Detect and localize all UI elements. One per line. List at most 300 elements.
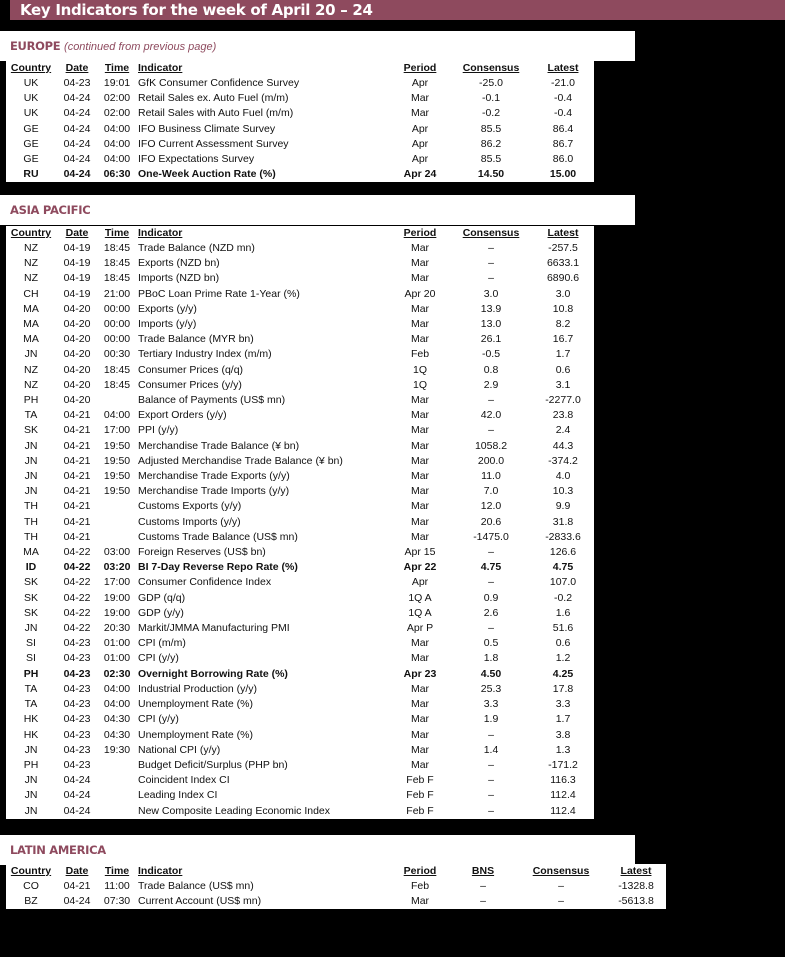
cell-indicator: Markit/JMMA Manufacturing PMI bbox=[138, 622, 290, 635]
cell-latest: 31.8 bbox=[552, 515, 574, 528]
table-row bbox=[6, 469, 594, 484]
cell-country: PH bbox=[23, 758, 39, 771]
cell-indicator: Merchandise Trade Exports (y/y) bbox=[138, 470, 290, 483]
cell-indicator: GfK Consumer Confidence Survey bbox=[138, 77, 300, 89]
cell-indicator: Customs Trade Balance (US$ mn) bbox=[138, 530, 298, 543]
cell-date: 04-24 bbox=[63, 107, 91, 120]
cell-country: NZ bbox=[24, 378, 38, 391]
cell-indicator: Leading Index CI bbox=[138, 789, 218, 802]
table-row bbox=[6, 773, 594, 788]
cell-indicator: CPI (y/y) bbox=[138, 652, 179, 665]
cell-consensus: 20.6 bbox=[480, 515, 502, 528]
cell-country: NZ bbox=[24, 257, 38, 270]
cell-period: Mar bbox=[410, 500, 430, 513]
header-row bbox=[6, 864, 666, 879]
cell-country: JN bbox=[24, 470, 38, 483]
cell-latest: 4.25 bbox=[552, 667, 574, 680]
cell-consensus: – bbox=[488, 774, 494, 787]
cell-period: Apr bbox=[411, 122, 429, 135]
cell-indicator: Industrial Production (y/y) bbox=[138, 682, 258, 695]
cell-time: 02:30 bbox=[103, 667, 131, 680]
cell-country: BZ bbox=[24, 895, 38, 908]
cell-consensus: 0.5 bbox=[483, 637, 499, 650]
cell-date: 04-23 bbox=[63, 682, 91, 695]
cell-consensus: 4.50 bbox=[480, 667, 502, 680]
section-header-europe bbox=[0, 31, 635, 61]
cell-indicator: Unemployment Rate (%) bbox=[138, 698, 253, 711]
cell-period: 1Q bbox=[412, 378, 427, 391]
cell-country: GE bbox=[23, 122, 39, 135]
cell-consensus: 86.2 bbox=[480, 137, 502, 150]
cell-latest: 15.00 bbox=[549, 168, 577, 181]
cell-period: Mar bbox=[410, 530, 430, 543]
cell-time bbox=[98, 773, 136, 788]
asia-table bbox=[6, 226, 594, 819]
cell-country: JN bbox=[24, 774, 38, 787]
cell-country: TH bbox=[24, 530, 38, 543]
cell-time bbox=[98, 530, 136, 545]
cell-time: 04:00 bbox=[103, 122, 131, 135]
cell-date: 04-24 bbox=[63, 804, 91, 817]
cell-date: 04-20 bbox=[63, 333, 91, 346]
table-row bbox=[6, 894, 666, 909]
cell-country: MA bbox=[23, 333, 39, 346]
col-time: Time bbox=[104, 62, 130, 74]
cell-period: Apr bbox=[411, 77, 429, 89]
cell-date: 04-22 bbox=[63, 561, 91, 574]
table-row bbox=[6, 804, 594, 819]
table-row bbox=[6, 697, 594, 712]
cell-time: 04:00 bbox=[103, 137, 131, 150]
table-row bbox=[6, 575, 594, 590]
cell-country: GE bbox=[23, 137, 39, 150]
cell-indicator: Consumer Confidence Index bbox=[138, 576, 272, 589]
table-row bbox=[6, 728, 594, 743]
cell-period: Apr 20 bbox=[404, 287, 436, 300]
cell-time: 18:45 bbox=[103, 242, 131, 254]
cell-date: 04-21 bbox=[63, 485, 91, 498]
section-subtitle: (continued from previous page) bbox=[64, 41, 217, 53]
cell-consensus: 14.50 bbox=[477, 168, 505, 181]
cell-indicator: Coincident Index CI bbox=[138, 774, 230, 787]
col-period: Period bbox=[403, 62, 437, 74]
cell-indicator: Customs Imports (y/y) bbox=[138, 515, 241, 528]
cell-time: 03:00 bbox=[103, 546, 131, 559]
asia-table-body bbox=[6, 241, 594, 819]
cell-latest: 0.6 bbox=[555, 637, 571, 650]
table-row bbox=[6, 347, 594, 362]
cell-consensus: 25.3 bbox=[480, 682, 502, 695]
cell-country: SK bbox=[23, 424, 38, 437]
europe-table-container bbox=[6, 61, 594, 182]
cell-time: 07:30 bbox=[103, 895, 131, 908]
cell-indicator: National CPI (y/y) bbox=[138, 743, 221, 756]
cell-latest: -171.2 bbox=[548, 758, 578, 771]
cell-date: 04-23 bbox=[63, 77, 91, 89]
cell-consensus: – bbox=[488, 424, 494, 437]
cell-indicator: IFO Expectations Survey bbox=[138, 153, 255, 166]
cell-time: 19:50 bbox=[103, 439, 131, 452]
cell-country: MA bbox=[23, 318, 39, 331]
cell-time: 04:00 bbox=[103, 682, 131, 695]
table-row bbox=[6, 545, 594, 560]
table-row bbox=[6, 439, 594, 454]
cell-consensus: -0.1 bbox=[481, 92, 501, 105]
cell-consensus: 1.9 bbox=[483, 713, 499, 726]
cell-latest: 17.8 bbox=[552, 682, 574, 695]
cell-latest: 16.7 bbox=[552, 333, 574, 346]
cell-date: 04-24 bbox=[63, 153, 91, 166]
cell-indicator: IFO Business Climate Survey bbox=[138, 122, 276, 135]
cell-date: 04-22 bbox=[63, 606, 91, 619]
cell-indicator: Unemployment Rate (%) bbox=[138, 728, 253, 741]
table-row bbox=[6, 651, 594, 666]
cell-country: UK bbox=[23, 107, 39, 120]
cell-date: 04-24 bbox=[63, 789, 91, 802]
cell-period: Mar bbox=[410, 302, 430, 315]
section-title: ASIA PACIFIC bbox=[10, 203, 91, 217]
cell-period: Mar bbox=[410, 895, 430, 908]
cell-date: 04-21 bbox=[63, 470, 91, 483]
cell-date: 04-20 bbox=[63, 318, 91, 331]
cell-latest: 8.2 bbox=[555, 318, 571, 331]
cell-indicator: Trade Balance (NZD mn) bbox=[138, 242, 255, 254]
cell-time bbox=[98, 788, 136, 803]
cell-country: NZ bbox=[24, 363, 38, 376]
table-row bbox=[6, 484, 594, 499]
cell-time: 18:45 bbox=[103, 378, 131, 391]
cell-consensus: – bbox=[488, 622, 494, 635]
cell-date: 04-23 bbox=[63, 667, 91, 680]
cell-latest: 1.6 bbox=[555, 606, 571, 619]
cell-consensus: – bbox=[488, 394, 494, 407]
cell-date: 04-19 bbox=[63, 272, 91, 285]
cell-period: Apr 22 bbox=[403, 561, 437, 574]
cell-period: Mar bbox=[410, 107, 430, 120]
cell-latest: 86.4 bbox=[552, 122, 574, 135]
cell-period: Mar bbox=[410, 92, 430, 105]
cell-consensus: – bbox=[488, 804, 494, 817]
cell-time: 01:00 bbox=[103, 652, 131, 665]
table-row bbox=[6, 152, 594, 167]
cell-latest: -2277.0 bbox=[545, 394, 581, 407]
cell-time: 19:50 bbox=[103, 470, 131, 483]
cell-indicator: Merchandise Trade Balance (¥ bn) bbox=[138, 439, 300, 452]
cell-date: 04-24 bbox=[63, 774, 91, 787]
table-row bbox=[6, 137, 594, 152]
col-consensus: Consensus bbox=[532, 865, 590, 877]
cell-date: 04-21 bbox=[63, 880, 91, 892]
table-row bbox=[6, 712, 594, 727]
cell-country: TA bbox=[24, 682, 38, 695]
cell-indicator: GDP (y/y) bbox=[138, 606, 184, 619]
table-row bbox=[6, 241, 594, 256]
cell-consensus: 1.4 bbox=[483, 743, 499, 756]
cell-consensus: 3.3 bbox=[483, 698, 499, 711]
cell-date: 04-22 bbox=[63, 576, 91, 589]
cell-date: 04-20 bbox=[63, 363, 91, 376]
cell-period: Mar bbox=[410, 409, 430, 422]
cell-country: SK bbox=[23, 606, 38, 619]
cell-country: JN bbox=[24, 743, 38, 756]
col-period: Period bbox=[403, 865, 437, 877]
cell-consensus: 2.9 bbox=[483, 378, 499, 391]
cell-indicator: Current Account (US$ mn) bbox=[138, 895, 262, 908]
cell-period: Apr 15 bbox=[404, 546, 436, 559]
cell-consensus: – bbox=[488, 576, 494, 589]
cell-latest: -2833.6 bbox=[545, 530, 581, 543]
col-period: Period bbox=[403, 227, 437, 239]
cell-latest: 0.6 bbox=[555, 363, 571, 376]
section-header-asia-pacific bbox=[0, 195, 635, 225]
table-row bbox=[6, 515, 594, 530]
cell-latest: 126.6 bbox=[549, 546, 577, 559]
table-row bbox=[6, 302, 594, 317]
cell-country: HK bbox=[23, 713, 39, 726]
cell-indicator: PPI (y/y) bbox=[138, 424, 179, 437]
table-row bbox=[6, 393, 594, 408]
cell-period: Apr bbox=[411, 153, 429, 166]
table-row bbox=[6, 499, 594, 514]
cell-time: 04:00 bbox=[103, 153, 131, 166]
cell-latest: 3.0 bbox=[555, 287, 571, 300]
cell-date: 04-21 bbox=[63, 454, 91, 467]
cell-consensus: – bbox=[488, 257, 494, 270]
cell-date: 04-23 bbox=[63, 652, 91, 665]
asia-table-container bbox=[6, 226, 594, 819]
cell-time bbox=[98, 499, 136, 514]
cell-indicator: CPI (y/y) bbox=[138, 713, 179, 726]
cell-period: Mar bbox=[410, 743, 430, 756]
table-row bbox=[6, 317, 594, 332]
cell-date: 04-23 bbox=[63, 743, 91, 756]
cell-indicator: Retail Sales ex. Auto Fuel (m/m) bbox=[138, 92, 289, 105]
col-time: Time bbox=[104, 227, 130, 239]
cell-period: 1Q A bbox=[408, 606, 432, 619]
cell-indicator: One-Week Auction Rate (%) bbox=[138, 168, 276, 181]
header-row bbox=[6, 226, 594, 241]
cell-period: Feb bbox=[410, 880, 430, 892]
cell-date: 04-21 bbox=[63, 424, 91, 437]
cell-indicator: Export Orders (y/y) bbox=[138, 409, 227, 422]
cell-time: 11:00 bbox=[104, 880, 130, 892]
cell-period: 1Q bbox=[412, 363, 427, 376]
cell-date: 04-19 bbox=[63, 242, 91, 254]
cell-consensus: -0.2 bbox=[481, 107, 501, 120]
cell-period: Apr P bbox=[406, 622, 434, 635]
table-row bbox=[6, 682, 594, 697]
cell-period: Mar bbox=[410, 698, 430, 711]
cell-date: 04-21 bbox=[63, 530, 91, 543]
col-indicator: Indicator bbox=[138, 227, 183, 239]
cell-time bbox=[98, 758, 136, 773]
col-time: Time bbox=[104, 865, 130, 877]
cell-date: 04-21 bbox=[63, 409, 91, 422]
cell-time: 04:30 bbox=[103, 713, 131, 726]
col-date: Date bbox=[65, 865, 89, 877]
col-country: Country bbox=[10, 62, 52, 74]
cell-period: Feb bbox=[410, 348, 430, 361]
cell-period: Apr bbox=[411, 137, 429, 150]
cell-latest: 23.8 bbox=[552, 409, 574, 422]
cell-time: 02:00 bbox=[103, 107, 131, 120]
col-date: Date bbox=[65, 227, 89, 239]
cell-period: Mar bbox=[410, 728, 430, 741]
cell-latest: 107.0 bbox=[549, 576, 577, 589]
cell-time: 18:45 bbox=[103, 272, 131, 285]
cell-date: 04-19 bbox=[63, 287, 91, 300]
cell-period: Feb F bbox=[406, 774, 434, 787]
table-row bbox=[6, 530, 594, 545]
cell-consensus: 13.9 bbox=[480, 302, 502, 315]
cell-latest: -0.4 bbox=[553, 92, 573, 105]
cell-period: Mar bbox=[410, 713, 430, 726]
cell-country: ID bbox=[25, 561, 37, 574]
cell-country: JN bbox=[24, 485, 38, 498]
cell-time: 00:00 bbox=[103, 333, 131, 346]
cell-latest: 6633.1 bbox=[546, 257, 580, 270]
cell-time bbox=[98, 515, 136, 530]
cell-latest: 116.3 bbox=[550, 774, 576, 787]
cell-date: 04-24 bbox=[63, 137, 91, 150]
cell-period: Apr 24 bbox=[403, 168, 437, 181]
cell-country: GE bbox=[23, 153, 39, 166]
col-indicator: Indicator bbox=[138, 865, 183, 877]
section-title: EUROPE bbox=[10, 39, 61, 53]
cell-indicator: Budget Deficit/Surplus (PHP bn) bbox=[138, 758, 288, 771]
cell-period: Mar bbox=[410, 515, 430, 528]
cell-latest: 51.6 bbox=[552, 622, 574, 635]
table-row bbox=[6, 167, 594, 182]
cell-period: Mar bbox=[410, 424, 430, 437]
latam-table-container bbox=[6, 864, 666, 909]
cell-latest: 1.7 bbox=[555, 713, 571, 726]
cell-latest: -1328.8 bbox=[618, 880, 654, 892]
col-consensus: Consensus bbox=[462, 62, 520, 74]
cell-latest: 10.8 bbox=[552, 302, 574, 315]
col-latest: Latest bbox=[620, 865, 652, 877]
cell-country: JN bbox=[24, 439, 38, 452]
cell-date: 04-21 bbox=[63, 439, 91, 452]
header-row bbox=[6, 61, 594, 76]
cell-time: 00:00 bbox=[103, 302, 131, 315]
cell-time: 21:00 bbox=[103, 287, 131, 300]
cell-period: Mar bbox=[410, 333, 430, 346]
cell-consensus: -0.5 bbox=[481, 348, 501, 361]
cell-latest: 1.2 bbox=[555, 652, 571, 665]
cell-date: 04-20 bbox=[63, 394, 91, 407]
cell-date: 04-20 bbox=[63, 378, 91, 391]
cell-consensus: 12.0 bbox=[480, 500, 502, 513]
cell-indicator: Customs Exports (y/y) bbox=[138, 500, 242, 513]
cell-country: NZ bbox=[24, 242, 38, 254]
table-row bbox=[6, 621, 594, 636]
cell-country: MA bbox=[23, 302, 39, 315]
cell-date: 04-19 bbox=[63, 257, 91, 270]
cell-indicator: Adjusted Merchandise Trade Balance (¥ bn) bbox=[138, 454, 343, 467]
cell-period: Mar bbox=[410, 439, 430, 452]
cell-time: 19:01 bbox=[103, 77, 131, 89]
cell-country: SK bbox=[23, 576, 38, 589]
cell-bns: – bbox=[480, 880, 486, 892]
latam-table-body bbox=[6, 879, 666, 909]
table-row bbox=[6, 287, 594, 302]
cell-date: 04-22 bbox=[63, 546, 91, 559]
cell-consensus: 3.0 bbox=[483, 287, 499, 300]
table-row bbox=[6, 636, 594, 651]
cell-country: CH bbox=[23, 287, 39, 300]
section-header-latin-america bbox=[0, 835, 635, 865]
col-country: Country bbox=[10, 865, 52, 877]
col-indicator: Indicator bbox=[138, 62, 183, 74]
cell-latest: -0.4 bbox=[553, 107, 573, 120]
cell-consensus: 85.5 bbox=[480, 153, 502, 166]
cell-indicator: Imports (NZD bn) bbox=[138, 272, 220, 285]
cell-date: 04-20 bbox=[63, 302, 91, 315]
cell-indicator: Consumer Prices (y/y) bbox=[138, 378, 242, 391]
table-row bbox=[6, 667, 594, 682]
latam-table bbox=[6, 864, 666, 909]
cell-time: 04:00 bbox=[103, 409, 131, 422]
cell-country: TA bbox=[24, 409, 38, 422]
cell-time: 02:00 bbox=[103, 92, 131, 105]
cell-consensus: – bbox=[558, 880, 564, 892]
cell-time: 17:00 bbox=[103, 576, 131, 589]
cell-time: 20:30 bbox=[103, 622, 131, 635]
table-row bbox=[6, 332, 594, 347]
cell-time: 06:30 bbox=[103, 168, 131, 181]
cell-time: 18:45 bbox=[103, 257, 131, 270]
cell-consensus: 11.0 bbox=[481, 470, 501, 483]
cell-latest: 112.4 bbox=[550, 789, 576, 802]
cell-indicator: Foreign Reserves (US$ bn) bbox=[138, 546, 266, 559]
table-row bbox=[6, 76, 594, 91]
cell-latest: -257.5 bbox=[548, 242, 578, 254]
cell-consensus: – bbox=[488, 789, 494, 802]
cell-country: NZ bbox=[24, 272, 38, 285]
cell-latest: 112.4 bbox=[550, 804, 576, 817]
cell-time: 04:30 bbox=[103, 728, 131, 741]
cell-consensus: – bbox=[488, 546, 494, 559]
cell-country: JN bbox=[24, 804, 38, 817]
cell-period: 1Q A bbox=[408, 591, 432, 604]
cell-time: 00:00 bbox=[103, 318, 131, 331]
cell-country: HK bbox=[23, 728, 39, 741]
cell-consensus: 26.1 bbox=[480, 333, 502, 346]
page-banner bbox=[10, 0, 785, 20]
cell-date: 04-21 bbox=[63, 500, 91, 513]
col-latest: Latest bbox=[547, 62, 579, 74]
cell-country: JN bbox=[24, 622, 38, 635]
cell-indicator: Overnight Borrowing Rate (%) bbox=[138, 667, 288, 680]
col-consensus: Consensus bbox=[462, 227, 520, 239]
table-row bbox=[6, 106, 594, 121]
cell-latest: 4.75 bbox=[552, 561, 574, 574]
cell-country: SI bbox=[26, 652, 36, 665]
cell-latest: -21.0 bbox=[551, 77, 575, 89]
cell-period: Mar bbox=[410, 394, 430, 407]
europe-table bbox=[6, 61, 594, 182]
table-row bbox=[6, 256, 594, 271]
cell-country: PH bbox=[23, 667, 39, 680]
cell-indicator: Exports (NZD bn) bbox=[138, 257, 220, 270]
cell-indicator: BI 7-Day Reverse Repo Rate (%) bbox=[138, 561, 298, 574]
cell-latest: 1.3 bbox=[555, 743, 571, 756]
table-row bbox=[6, 743, 594, 758]
cell-consensus: 13.0 bbox=[480, 318, 502, 331]
cell-period: Feb F bbox=[406, 804, 434, 817]
cell-latest: -0.2 bbox=[553, 591, 573, 604]
